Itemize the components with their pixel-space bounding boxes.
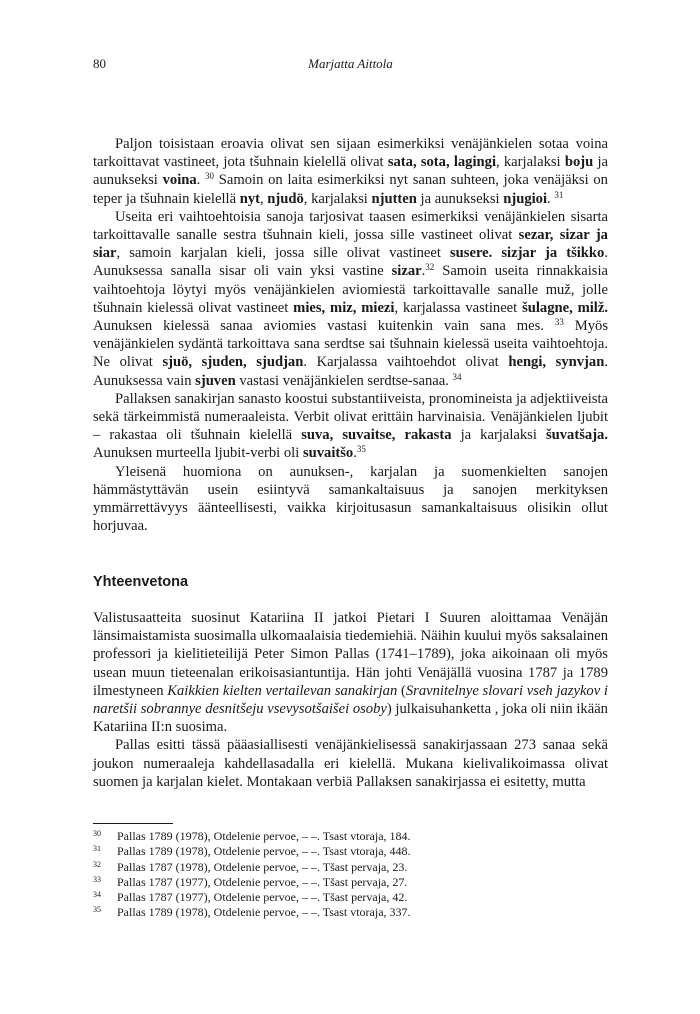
paragraph: Pallas esitti tässä pääasiallisesti venäjänkielisessä sanakirjassaan 273 sanaa sekä joukon numeraaleja kahdellasadalla eri kielellä. Mukana kielivalikoimassa olivat suomen ja karjalan kielet. Montakaan verbiä Pallaksen sanakirjassa ei esitetty, mutta: [93, 737, 608, 790]
paragraph: Valistusaatteita suosinut Katariina II jatkoi Pietari I Suuren aloittamaa Venäjän länsimaistamista suosimalla ulkomaalaisia tiedemiehiä. Näihin kuului myös saksalainen professori ja kielitieteilijä Peter Simon Pallas (1741–1789), joka aikoinaan oli myös usean muun tieteenalan erikoisasiantuntija. Hän johti Venäjällä vuosina 1787 ja 1789 ilmestyneen Kaikkien kielten vertailevan sanakirjan (Sravnitelnye slovari vseh jazykov i naretšii sobrannye desnitšeju vsevysotšaišei osoby) julkaisuhanketta , joka oli niin ikään Katariina II:n suosima.: [93, 610, 608, 736]
bold-term: sezar, sizar ja siar: [93, 227, 608, 262]
page-number: 80: [93, 56, 106, 71]
footnote-text: Pallas 1787 (1978), Otdelenie pervoe, – –. Tšast pervaja, 23.: [117, 859, 408, 874]
bold-term: šulagne, milž.: [522, 299, 608, 316]
bold-term: sjuven: [195, 372, 236, 389]
footnote: [93, 860, 608, 875]
bold-term: voina: [162, 172, 197, 189]
bold-term: sata, sota, lagingi: [387, 154, 497, 171]
section-body-2: [93, 609, 608, 791]
footnote-number: 30: [93, 829, 101, 838]
footnote-text: Pallas 1789 (1978), Otdelenie pervoe, – –. Tsast vtoraja, 448.: [117, 844, 411, 859]
bold-term: mies, miz, miezi: [293, 299, 395, 316]
footnote-ref[interactable]: 30: [205, 171, 215, 182]
italic-title: Sravnitelnye slovari vseh jazykov i naretšii sobrannye desnitšeju vsevysotšaišei osoby: [93, 682, 608, 718]
footnote: [93, 890, 608, 905]
italic-title: Kaikkien kielten vertailevan sanakirjan: [167, 682, 398, 699]
footnote: [93, 875, 608, 890]
bold-term: njudö: [267, 190, 304, 207]
footnote-ref[interactable]: 31: [554, 189, 564, 200]
footnote-number: 35: [93, 905, 101, 915]
footnotes: [93, 829, 608, 921]
paragraph: Paljon toisistaan eroavia olivat sen sijaan esimerkiksi venäjänkielen sotaa voina tarkoittavat vastineet, jota tšuhnain kielellä olivat sata, sota, lagingi, karjalaksi boju ja aunukseksi voina. $^{30}$ Samoin on laita esimerkiksi nyt sanan suhteen, joka venäjäksi on teper ja tšuhnain kielellä nyt, njudö, karjalaksi njutten ja aunukseksi njugioi. $^{31}$: [93, 136, 608, 207]
footnote-text: Pallas 1787 (1977), Otdelenie pervoe, – –. Tšast pervaja, 27.: [117, 874, 408, 889]
footnote-ref[interactable]: 33: [554, 317, 564, 328]
footnote: [93, 844, 608, 859]
footnote-ref[interactable]: 35: [356, 444, 366, 455]
footnote-number: 33: [93, 874, 101, 884]
bold-term: hengi, synvjan: [508, 354, 605, 371]
bold-term: šuvatšaja.: [545, 427, 608, 444]
bold-term: njutten: [371, 190, 417, 207]
section-body-1: [93, 135, 608, 535]
footnote-number: 31: [93, 844, 101, 854]
bold-term: nyt: [239, 190, 260, 207]
paragraph: Useita eri vaihtoehtoisia sanoja tarjosivat taasen esimerkiksi venäjänkielen sisarta tarkoittavalle sanalle sestra tšuhnain kieli, jossa sille vastineet olivat sezar, sizar ja siar, samoin karjalan kieli, jossa sille olivat vastineet susere. sizjar ja tšikko. Aunuksessa sanalla sisar oli vain yksi vastine sizar.$^{32}$ Samoin useita rinnakkaisia vaihtoehtoja löytyi myös venäjänkielen aviomiestä tarkoittavalle sanalle muž, jolle tšuhnain kielessä olivat vastineet mies, miz, miezi, karjalassa vastineet šulagne, milž. Aunuksen kielessä sanaa aviomies vastasi kuitenkin vain sana mes. $^{33}$ Myös venäjänkielen sydäntä tarkoittava sana serdtse sai tšuhnain kielessä useita vaihtoehtoja. Ne olivat sjuö, sjuden, sjudjan. Karjalassa vaihtoehdot olivat hengi, synvjan. Aunuksessa vain sjuven vastasi venäjänkielen serdtse-sanaa. $^{34}$: [93, 208, 608, 389]
bold-term: sjuö, sjuden, sjudjan: [162, 354, 304, 371]
bold-term: sizar: [391, 263, 422, 280]
bold-term: suvaitšo: [302, 445, 354, 462]
bold-term: susere. sizjar ja tšikko: [450, 245, 605, 262]
footnote: [93, 829, 608, 844]
bold-term: boju: [564, 154, 594, 171]
footnote-text: Pallas 1789 (1978), Otdelenie pervoe, – –. Tsast vtoraja, 337.: [117, 905, 411, 920]
footnote-ref[interactable]: 34: [452, 371, 462, 382]
bold-term: njugioi: [503, 190, 548, 207]
paragraph: Yleisenä huomiona on aunuksen-, karjalan ja suomenkielten sanojen hämmästyttävän usein esiintyvä samankaltaisuus ja sanojen merkityksen ymmärrettävyys äänteellisesti, vaikka kirjoitusasun samankaltaisuus olisikin ollut horjuvaa.: [93, 463, 608, 535]
footnote: [93, 905, 608, 920]
footnote-number: 32: [93, 859, 101, 869]
footnote-number: 34: [93, 890, 101, 900]
section-heading: Yhteenvetona: [93, 574, 189, 590]
footnote-text: Pallas 1787 (1977), Otdelenie pervoe, – –. Tšast pervaja, 42.: [117, 890, 408, 905]
running-title: Marjatta Aittola: [308, 56, 393, 71]
footnote-rule: [93, 823, 173, 824]
paragraph: Pallaksen sanakirjan sanasto koostui substantiiveista, pronomineista ja adjektiiveista sekä tärkeimmistä numeraaleista. Verbit olivat erittäin harvinaisia. Venäjänkielen ljubit – rakastaa oli tšuhnain kielellä suva, suvaitse, rakasta ja karjalaksi šuvatšaja. Aunuksen murteella ljubit-verbi oli suvaitšo.$^{35}$: [93, 390, 608, 462]
page-header: [93, 55, 608, 73]
bold-term: suva, suvaitse, rakasta: [301, 427, 452, 444]
footnote-text: Pallas 1789 (1978), Otdelenie pervoe, – –. Tsast vtoraja, 184.: [117, 829, 411, 843]
footnote-ref[interactable]: 32: [425, 262, 435, 273]
